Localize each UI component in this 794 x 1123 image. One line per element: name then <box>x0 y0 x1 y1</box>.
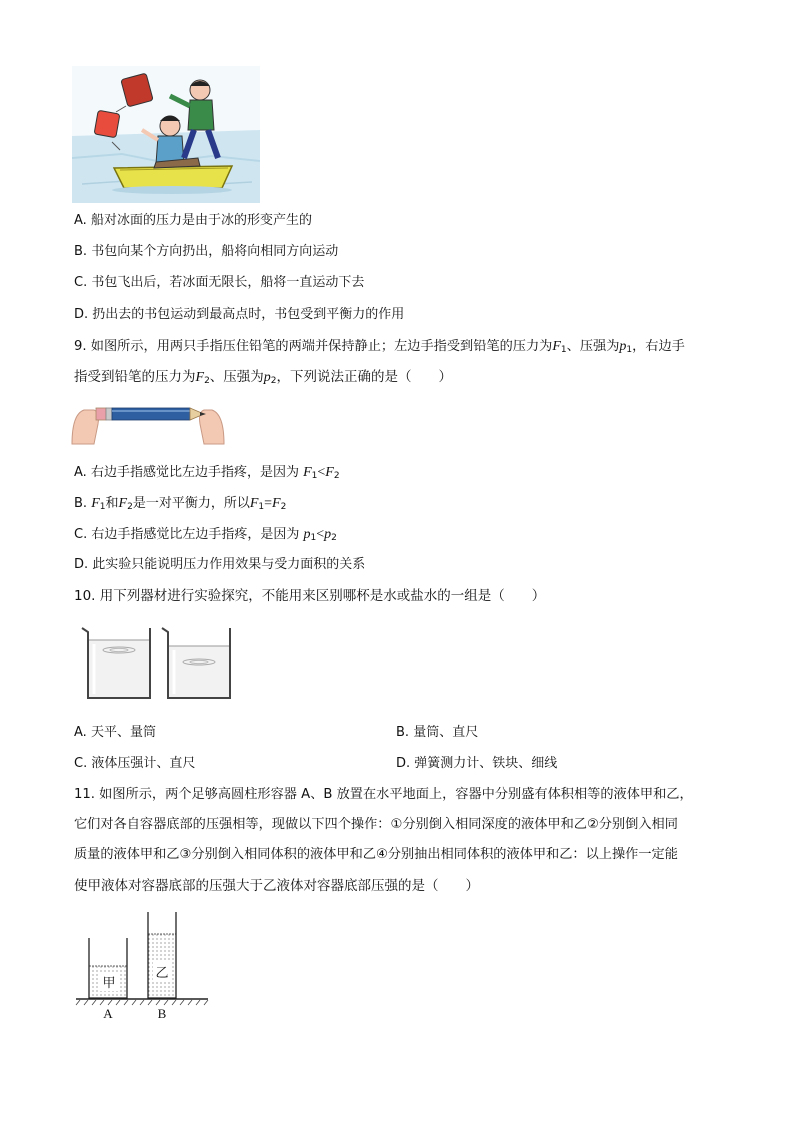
q10-stem: 10. 用下列器材进行实验探究，不能用来区别哪杯是水或盐水的一组是（ ） <box>74 588 546 604</box>
q10-option-b[interactable]: B. 量筒、直尺 <box>396 725 479 740</box>
option-text: 船对冰面的压力是由于冰的形变产生的 <box>90 213 312 228</box>
pencil-fingers-illustration <box>70 400 226 446</box>
container-a-label: A <box>103 1006 113 1021</box>
liquid-a-label: 甲 <box>102 975 116 990</box>
q10-option-c[interactable]: C. 液体压强计、直尺 <box>74 756 196 771</box>
q8-option-a[interactable] <box>74 212 312 230</box>
q9-option-d[interactable]: D. 此实验只能说明压力作用效果与受力面积的关系 <box>74 557 366 572</box>
q8-option-c[interactable] <box>74 274 364 292</box>
q9-stem-line-2: 指受到铅笔的压力为$F_2$、压强为$p_2$，下列说法正确的是（ ） <box>74 369 453 386</box>
q10-option-d[interactable]: D. 弹簧测力计、铁块、细线 <box>396 756 558 771</box>
option-letter: B. <box>74 244 88 259</box>
q9-option-b[interactable]: B. $F_1$和$F_2$是一对平衡力，所以$F_1=F_2$ <box>74 496 287 512</box>
two-beakers-illustration <box>78 624 244 702</box>
container-a <box>89 938 127 998</box>
container-b-label: B <box>157 1006 167 1021</box>
q8-option-b[interactable] <box>74 243 338 261</box>
option-letter: D. <box>74 307 89 322</box>
containers-ab-diagram <box>72 910 212 1026</box>
q8-option-d[interactable] <box>74 306 404 324</box>
q10-option-a[interactable]: A. 天平、量筒 <box>74 725 156 740</box>
option-text: 书包飞出后，若冰面无限长，船将一直运动下去 <box>91 275 365 290</box>
q11-stem-line-4: 使甲液体对容器底部的压强大于乙液体对容器底部压强的是（ ） <box>74 878 479 894</box>
q9-option-c[interactable]: C. 右边手指感觉比左边手指疼，是因为 $p_1<p_2$ <box>74 527 337 543</box>
option-letter: A. <box>74 213 87 228</box>
container-b <box>148 912 176 998</box>
q11-stem-line-1: 11. 如图所示，两个足够高圆柱形容器 A、B 放置在水平地面上，容器中分别盛有体积相等的液体甲和乙， <box>74 787 693 802</box>
option-text: 扔出去的书包运动到最高点时，书包受到平衡力的作用 <box>92 307 405 322</box>
option-text: 书包向某个方向扔出，船将向相同方向运动 <box>91 244 339 259</box>
boat-on-ice-illustration <box>72 66 260 203</box>
q11-stem-line-3: 质量的液体甲和乙③分别倒入相同体积的液体甲和乙④分别抽出相同体积的液体甲和乙：以上操作一定能 <box>74 847 678 862</box>
q9-stem-line-1: 9. 如图所示，用两只手指压住铅笔的两端并保持静止；左边手指受到铅笔的压力为$F_1$、压强为$p_1$，右边手 <box>74 339 685 355</box>
beaker-left <box>82 628 150 698</box>
liquid-b-label: 乙 <box>155 965 169 980</box>
q9-option-a[interactable]: A. 右边手指感觉比左边手指疼，是因为 $F_1<F_2$ <box>74 465 340 481</box>
option-letter: C. <box>74 275 88 290</box>
q11-stem-line-2: 它们对各自容器底部的压强相等，现做以下四个操作：①分别倒入相同深度的液体甲和乙②分别倒入相同 <box>74 817 678 832</box>
beaker-right <box>162 628 230 698</box>
